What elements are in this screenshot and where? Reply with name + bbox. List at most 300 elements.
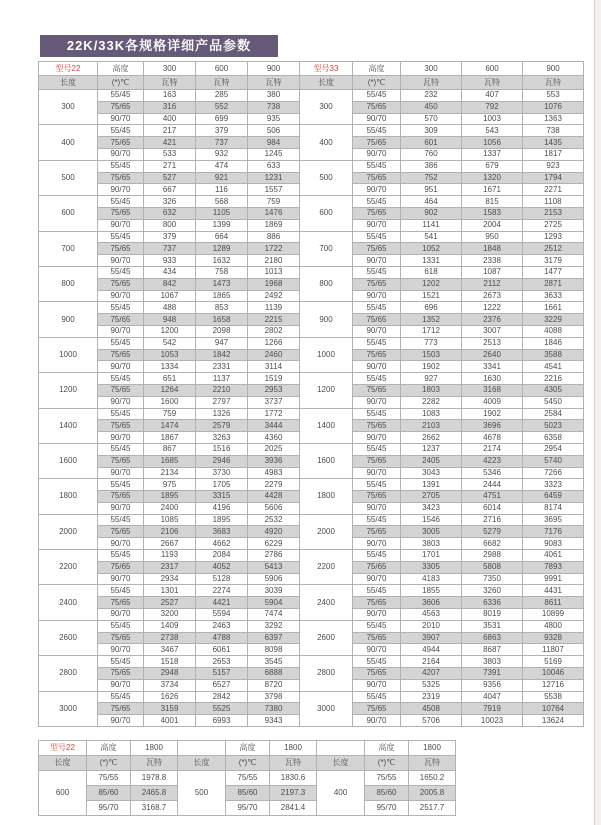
watt-cell: 2871 — [523, 278, 584, 290]
height-label: 高度 — [365, 741, 409, 756]
watt-cell: 3683 — [196, 526, 248, 538]
watt-cell: 1085 — [144, 514, 196, 526]
watt-cell: 1193 — [144, 550, 196, 562]
watt-cell: 541 — [401, 231, 462, 243]
watt-cell: 1794 — [523, 172, 584, 184]
watt-cell: 1671 — [462, 184, 523, 196]
watt-cell: 2405 — [401, 455, 462, 467]
watt-cell: 3633 — [523, 290, 584, 302]
watt-cell: 3263 — [196, 432, 248, 444]
watt-cell: 2444 — [462, 479, 523, 491]
watt-cell: 5594 — [196, 609, 248, 621]
table-row — [39, 585, 584, 597]
watt-cell: 4431 — [523, 585, 584, 597]
watt-cell: 6993 — [196, 715, 248, 727]
temp-cell: 55/45 — [98, 550, 144, 562]
length-cell: 1800 — [300, 479, 353, 514]
watt-cell: 6397 — [248, 632, 300, 644]
length-cell: 500 — [178, 771, 226, 816]
watt-cell: 552 — [196, 101, 248, 113]
watt-cell: 2274 — [196, 585, 248, 597]
watt-cell: 1222 — [462, 302, 523, 314]
watt-cell: 3803 — [462, 656, 523, 668]
height-label: 高度 — [353, 62, 401, 76]
watt-cell: 217 — [144, 125, 196, 137]
watt-cell: 3730 — [196, 467, 248, 479]
temp-cell: 75/65 — [98, 172, 144, 184]
watt-cell: 5023 — [523, 420, 584, 432]
watt-cell: 2112 — [462, 278, 523, 290]
length-cell: 800 — [300, 266, 353, 301]
length-cell: 3000 — [39, 691, 98, 726]
watt-cell: 10764 — [523, 703, 584, 715]
watt-cell: 3292 — [248, 620, 300, 632]
temp-cell: 90/70 — [353, 502, 401, 514]
watt-cell: 6229 — [248, 538, 300, 550]
watt-cell: 488 — [144, 302, 196, 314]
temp-cell: 90/70 — [353, 184, 401, 196]
temp-cell: 75/65 — [353, 455, 401, 467]
temp-cell: 75/65 — [353, 668, 401, 680]
watt-cell: 4508 — [401, 703, 462, 715]
temp-cell: 75/65 — [98, 526, 144, 538]
watt-cell: 2532 — [248, 514, 300, 526]
watt-cell: 948 — [144, 314, 196, 326]
watt-cell: 738 — [523, 125, 584, 137]
watt-cell: 633 — [248, 160, 300, 172]
watt-cell: 5325 — [401, 679, 462, 691]
temp-cell: 90/70 — [98, 502, 144, 514]
temp-cell: 75/65 — [353, 384, 401, 396]
watt-cell: 4788 — [196, 632, 248, 644]
length-cell: 600 — [39, 771, 87, 816]
temp-cell: 55/45 — [98, 691, 144, 703]
watt-cell: 7176 — [523, 526, 584, 538]
watt-cell: 13624 — [523, 715, 584, 727]
watt-cell: 2579 — [196, 420, 248, 432]
watt-cell: 1141 — [401, 219, 462, 231]
watt-cell: 2098 — [196, 325, 248, 337]
watt-cell: 1722 — [248, 243, 300, 255]
watt-cell: 3179 — [523, 255, 584, 267]
watt-cell: 1895 — [144, 491, 196, 503]
watt-cell: 4662 — [196, 538, 248, 550]
watt-cell: 618 — [401, 266, 462, 278]
watt-cell: 1264 — [144, 384, 196, 396]
table-row — [39, 90, 584, 102]
watt-cell: 326 — [144, 196, 196, 208]
watt-cell: 553 — [523, 90, 584, 102]
temp-cell: 90/70 — [98, 715, 144, 727]
watt-cell: 3936 — [248, 455, 300, 467]
watt-cell: 8174 — [523, 502, 584, 514]
watt-cell: 5157 — [196, 668, 248, 680]
watt-cell: 3734 — [144, 679, 196, 691]
temp-label: (*)℃ — [87, 756, 131, 771]
temp-cell: 75/65 — [353, 137, 401, 149]
watt-cell: 1583 — [462, 207, 523, 219]
watt-cell: 2400 — [144, 502, 196, 514]
temp-cell: 55/45 — [98, 160, 144, 172]
temp-cell: 75/65 — [353, 491, 401, 503]
watt-cell: 2716 — [462, 514, 523, 526]
temp-cell: 75/65 — [353, 278, 401, 290]
watt-cell: 7391 — [462, 668, 523, 680]
watt-cell: 5740 — [523, 455, 584, 467]
watt-cell: 2662 — [401, 432, 462, 444]
watt-cell: 2319 — [401, 691, 462, 703]
watt-cell: 758 — [196, 266, 248, 278]
watt-cell: 2948 — [144, 668, 196, 680]
watt-cell: 1712 — [401, 325, 462, 337]
watt-cell: 1331 — [401, 255, 462, 267]
watt-cell: 3043 — [401, 467, 462, 479]
watt-cell: 464 — [401, 196, 462, 208]
watt-cell: 1865 — [196, 290, 248, 302]
watt-cell: 1842 — [196, 349, 248, 361]
temp-cell: 75/55 — [87, 771, 131, 786]
watt-cell: 3323 — [523, 479, 584, 491]
temp-cell: 55/45 — [98, 231, 144, 243]
watt-cell: 8720 — [248, 679, 300, 691]
watt-cell: 815 — [462, 196, 523, 208]
watt-cell: 947 — [196, 337, 248, 349]
temp-cell: 75/65 — [98, 101, 144, 113]
height-value: 300 — [144, 62, 196, 76]
watt-cell: 2005.8 — [409, 786, 456, 801]
temp-cell: 75/65 — [98, 491, 144, 503]
watt-cell: 2513 — [462, 337, 523, 349]
watt-cell: 2640 — [462, 349, 523, 361]
watt-cell: 667 — [144, 184, 196, 196]
temp-cell: 55/45 — [98, 266, 144, 278]
watt-cell: 4360 — [248, 432, 300, 444]
watt-cell: 1105 — [196, 207, 248, 219]
temp-cell: 55/45 — [353, 337, 401, 349]
length-cell: 700 — [39, 231, 98, 266]
watt-cell: 2216 — [523, 373, 584, 385]
watt-cell: 2988 — [462, 550, 523, 562]
temp-cell: 90/70 — [353, 538, 401, 550]
temp-cell: 75/65 — [353, 207, 401, 219]
temp-label: (*)℃ — [365, 756, 409, 771]
watt-label: 瓦特 — [131, 756, 178, 771]
watt-cell: 4196 — [196, 502, 248, 514]
temp-cell: 55/45 — [98, 443, 144, 455]
watt-cell: 4207 — [401, 668, 462, 680]
watt-cell: 1869 — [248, 219, 300, 231]
watt-cell: 3803 — [401, 538, 462, 550]
watt-cell: 4944 — [401, 644, 462, 656]
watt-cell: 5538 — [523, 691, 584, 703]
temp-cell: 90/70 — [353, 679, 401, 691]
length-cell: 2000 — [300, 514, 353, 549]
watt-cell: 4088 — [523, 325, 584, 337]
model-22-label: 型号22 — [39, 741, 87, 756]
watt-cell: 309 — [401, 125, 462, 137]
watt-cell: 7919 — [462, 703, 523, 715]
watt-label: 瓦特 — [409, 756, 456, 771]
length-cell: 800 — [39, 266, 98, 301]
watt-cell: 632 — [144, 207, 196, 219]
watt-cell: 2197.3 — [270, 786, 317, 801]
watt-cell: 3606 — [401, 597, 462, 609]
watt-cell: 1363 — [523, 113, 584, 125]
temp-cell: 90/70 — [353, 644, 401, 656]
temp-cell: 90/70 — [353, 148, 401, 160]
temp-cell: 75/65 — [98, 668, 144, 680]
watt-cell: 1817 — [523, 148, 584, 160]
watt-cell: 434 — [144, 266, 196, 278]
watt-cell: 2842 — [196, 691, 248, 703]
temp-cell: 55/45 — [353, 90, 401, 102]
watt-cell: 7474 — [248, 609, 300, 621]
header-row-units — [39, 76, 584, 90]
watt-cell: 1978.8 — [131, 771, 178, 786]
watt-cell: 1895 — [196, 514, 248, 526]
watt-cell: 3588 — [523, 349, 584, 361]
watt-cell: 1867 — [144, 432, 196, 444]
temp-cell: 75/65 — [98, 703, 144, 715]
watt-cell: 4541 — [523, 361, 584, 373]
height-label: 高度 — [87, 741, 131, 756]
watt-cell: 1661 — [523, 302, 584, 314]
watt-cell: 2004 — [462, 219, 523, 231]
temp-cell: 75/65 — [353, 526, 401, 538]
watt-cell: 1326 — [196, 408, 248, 420]
temp-cell: 55/45 — [353, 514, 401, 526]
watt-cell: 4983 — [248, 467, 300, 479]
table-row — [39, 373, 584, 385]
watt-cell: 5606 — [248, 502, 300, 514]
watt-cell: 867 — [144, 443, 196, 455]
watt-cell: 527 — [144, 172, 196, 184]
watt-cell: 5706 — [401, 715, 462, 727]
table-row — [39, 550, 584, 562]
watt-cell: 8019 — [462, 609, 523, 621]
watt-cell: 5450 — [523, 396, 584, 408]
length-cell: 2400 — [39, 585, 98, 620]
watt-cell: 9991 — [523, 573, 584, 585]
watt-cell: 2338 — [462, 255, 523, 267]
watt-cell: 2279 — [248, 479, 300, 491]
watt-cell: 853 — [196, 302, 248, 314]
temp-cell: 55/45 — [353, 266, 401, 278]
watt-cell: 2463 — [196, 620, 248, 632]
temp-cell: 55/45 — [98, 90, 144, 102]
page-edge-margin — [595, 0, 601, 825]
watt-cell: 4001 — [144, 715, 196, 727]
watt-cell: 2331 — [196, 361, 248, 373]
temp-cell: 90/70 — [353, 290, 401, 302]
watt-cell: 543 — [462, 125, 523, 137]
height-value: 1800 — [409, 741, 456, 756]
watt-cell: 2492 — [248, 290, 300, 302]
watt-cell: 232 — [401, 90, 462, 102]
watt-cell: 1067 — [144, 290, 196, 302]
watt-cell: 116 — [196, 184, 248, 196]
watt-cell: 1632 — [196, 255, 248, 267]
temp-cell: 90/70 — [98, 148, 144, 160]
watt-cell: 1701 — [401, 550, 462, 562]
watt-cell: 12716 — [523, 679, 584, 691]
length-cell: 1000 — [300, 337, 353, 372]
temp-label: (*)℃ — [226, 756, 270, 771]
height-value: 300 — [401, 62, 462, 76]
height-value: 1800 — [270, 741, 317, 756]
length-cell: 1600 — [39, 443, 98, 478]
watt-cell: 9356 — [462, 679, 523, 691]
length-cell: 1200 — [300, 373, 353, 408]
watt-cell: 4009 — [462, 396, 523, 408]
watt-cell: 2584 — [523, 408, 584, 420]
temp-cell: 55/45 — [353, 160, 401, 172]
length-cell: 400 — [39, 125, 98, 160]
watt-cell: 3341 — [462, 361, 523, 373]
blank-cell — [178, 741, 226, 756]
watt-cell: 3039 — [248, 585, 300, 597]
temp-cell: 55/45 — [353, 620, 401, 632]
watt-cell: 3798 — [248, 691, 300, 703]
watt-cell: 271 — [144, 160, 196, 172]
watt-cell: 10899 — [523, 609, 584, 621]
watt-cell: 1409 — [144, 620, 196, 632]
length-cell: 600 — [300, 196, 353, 231]
watt-cell: 1056 — [462, 137, 523, 149]
watt-cell: 380 — [248, 90, 300, 102]
model-33-label: 型号33 — [300, 62, 353, 76]
watt-cell: 4421 — [196, 597, 248, 609]
watt-cell: 3696 — [462, 420, 523, 432]
watt-cell: 474 — [196, 160, 248, 172]
spec-table-height-1800 — [38, 740, 456, 816]
length-cell: 2800 — [300, 656, 353, 691]
watt-cell: 9343 — [248, 715, 300, 727]
watt-cell: 1320 — [462, 172, 523, 184]
watt-cell: 679 — [462, 160, 523, 172]
temp-cell: 55/45 — [353, 302, 401, 314]
watt-cell: 2954 — [523, 443, 584, 455]
length-cell: 300 — [39, 90, 98, 125]
watt-cell: 2797 — [196, 396, 248, 408]
temp-cell: 90/70 — [98, 644, 144, 656]
watt-cell: 1352 — [401, 314, 462, 326]
watt-cell: 400 — [144, 113, 196, 125]
watt-cell: 2103 — [401, 420, 462, 432]
watt-cell: 1053 — [144, 349, 196, 361]
watt-cell: 1803 — [401, 384, 462, 396]
watt-cell: 2946 — [196, 455, 248, 467]
length-cell: 400 — [300, 125, 353, 160]
watt-cell: 1076 — [523, 101, 584, 113]
temp-cell: 75/65 — [353, 314, 401, 326]
watt-cell: 3423 — [401, 502, 462, 514]
watt-cell: 542 — [144, 337, 196, 349]
watt-cell: 2527 — [144, 597, 196, 609]
temp-cell: 90/70 — [98, 573, 144, 585]
temp-cell: 55/45 — [98, 514, 144, 526]
temp-cell: 55/45 — [353, 691, 401, 703]
temp-cell: 90/70 — [98, 325, 144, 337]
watt-cell: 1546 — [401, 514, 462, 526]
temp-cell: 85/60 — [87, 786, 131, 801]
watt-cell: 4223 — [462, 455, 523, 467]
watt-cell: 3531 — [462, 620, 523, 632]
temp-cell: 55/45 — [98, 479, 144, 491]
watt-cell: 738 — [248, 101, 300, 113]
temp-cell: 90/70 — [353, 113, 401, 125]
temp-cell: 75/65 — [98, 278, 144, 290]
temp-cell: 90/70 — [98, 184, 144, 196]
temp-cell: 55/45 — [98, 125, 144, 137]
temp-cell: 90/70 — [98, 361, 144, 373]
watt-cell: 1630 — [462, 373, 523, 385]
temp-cell: 75/65 — [98, 137, 144, 149]
watt-cell: 3168.7 — [131, 801, 178, 816]
watt-cell: 3168 — [462, 384, 523, 396]
watt-cell: 4047 — [462, 691, 523, 703]
temp-cell: 90/70 — [98, 609, 144, 621]
watt-cell: 1902 — [401, 361, 462, 373]
watt-cell: 1052 — [401, 243, 462, 255]
watt-cell: 3545 — [248, 656, 300, 668]
watt-cell: 1685 — [144, 455, 196, 467]
height-value: 600 — [196, 62, 248, 76]
watt-cell: 1626 — [144, 691, 196, 703]
watt-cell: 800 — [144, 219, 196, 231]
length-label: 长度 — [39, 756, 87, 771]
temp-cell: 90/70 — [353, 255, 401, 267]
watt-cell: 6459 — [523, 491, 584, 503]
watt-cell: 737 — [196, 137, 248, 149]
watt-cell: 2802 — [248, 325, 300, 337]
watt-cell: 2465.8 — [131, 786, 178, 801]
watt-cell: 533 — [144, 148, 196, 160]
watt-label: 瓦特 — [144, 76, 196, 90]
length-cell: 3000 — [300, 691, 353, 726]
watt-label: 瓦特 — [401, 76, 462, 90]
temp-label: (*)℃ — [98, 76, 144, 90]
watt-cell: 4428 — [248, 491, 300, 503]
watt-cell: 1245 — [248, 148, 300, 160]
temp-cell: 75/55 — [365, 771, 409, 786]
watt-cell: 1516 — [196, 443, 248, 455]
length-cell: 700 — [300, 231, 353, 266]
watt-cell: 759 — [144, 408, 196, 420]
watt-label: 瓦特 — [270, 756, 317, 771]
watt-cell: 2215 — [248, 314, 300, 326]
temp-cell: 90/70 — [98, 396, 144, 408]
watt-cell: 984 — [248, 137, 300, 149]
watt-cell: 1139 — [248, 302, 300, 314]
watt-cell: 6336 — [462, 597, 523, 609]
watt-cell: 1477 — [523, 266, 584, 278]
watt-cell: 1013 — [248, 266, 300, 278]
watt-cell: 7380 — [248, 703, 300, 715]
watt-cell: 285 — [196, 90, 248, 102]
watt-label: 瓦特 — [523, 76, 584, 90]
watt-cell: 2153 — [523, 207, 584, 219]
temp-cell: 85/60 — [365, 786, 409, 801]
temp-cell: 75/65 — [353, 349, 401, 361]
length-cell: 2200 — [300, 550, 353, 585]
watt-cell: 8098 — [248, 644, 300, 656]
temp-cell: 75/55 — [226, 771, 270, 786]
watt-cell: 1301 — [144, 585, 196, 597]
watt-cell: 1391 — [401, 479, 462, 491]
length-cell: 2600 — [39, 620, 98, 655]
watt-cell: 792 — [462, 101, 523, 113]
